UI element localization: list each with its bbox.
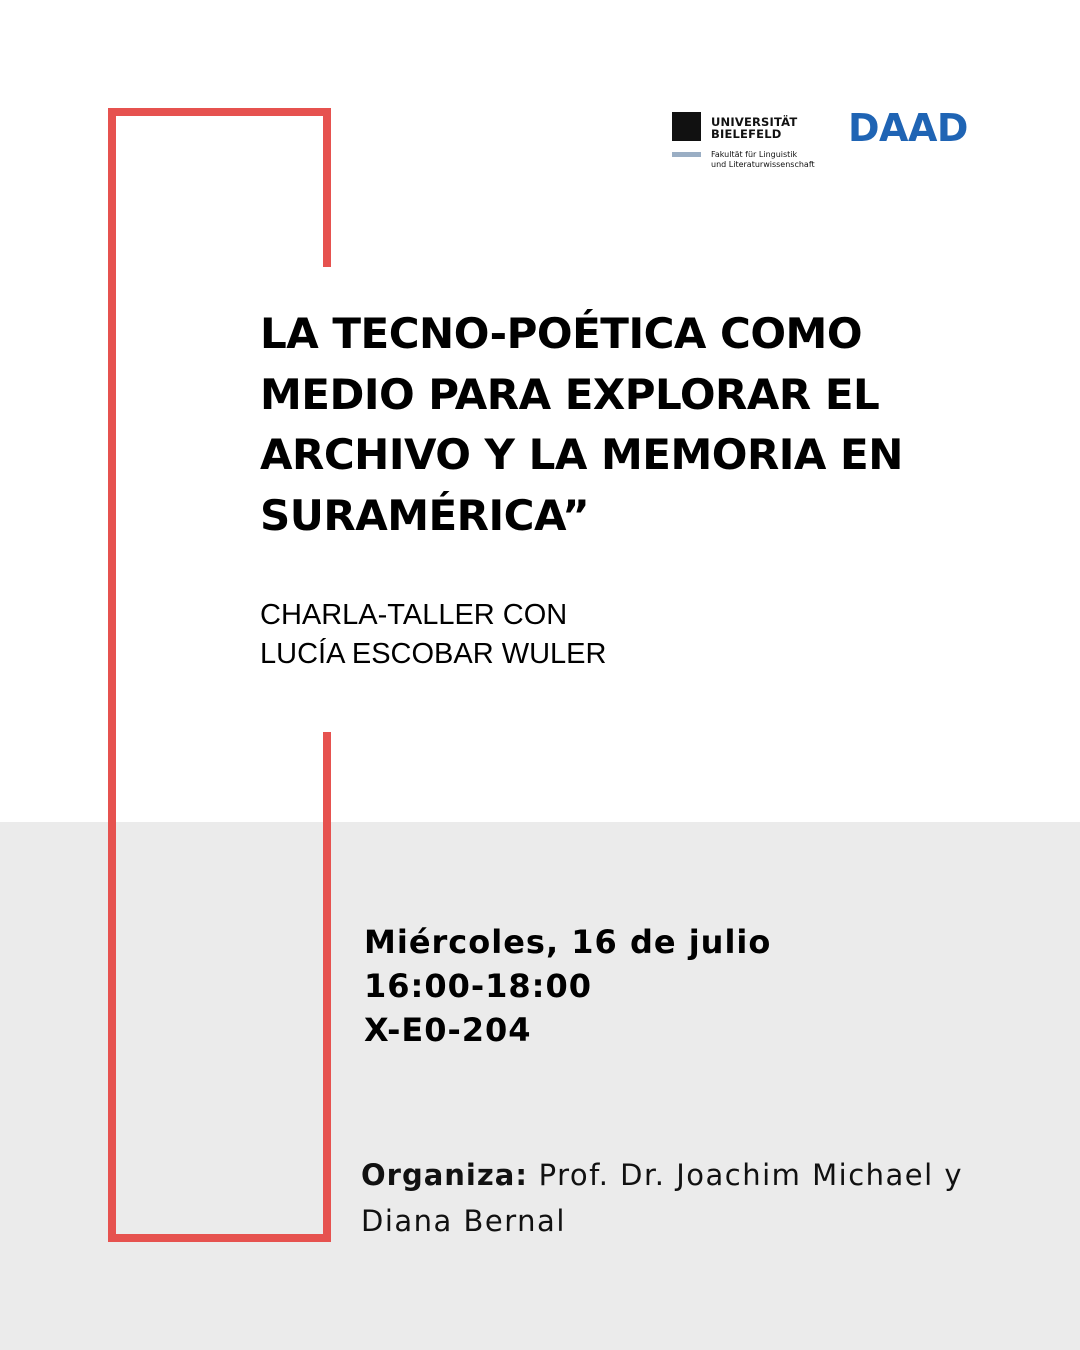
- title-line-2: MEDIO PARA EXPLORAR EL: [260, 369, 880, 419]
- uni-logo-name: [711, 116, 797, 140]
- event-date: Miércoles, 16 de julio: [364, 923, 772, 961]
- uni-faculty-line1: Fakultät für Linguistik: [711, 150, 798, 159]
- bottom-info-band: [0, 822, 1080, 1350]
- organizer-credit: [361, 1152, 1021, 1244]
- uni-name-line2: BIELEFELD: [711, 127, 782, 141]
- universitaet-bielefeld-logo: [672, 112, 832, 172]
- subtitle-line-1: CHARLA-TALLER CON: [260, 599, 568, 631]
- event-room: X-E0-204: [364, 1011, 532, 1049]
- frame-right-upper-bar: [323, 108, 331, 267]
- uni-faculty-line2: und Literaturwissenschaft: [711, 159, 815, 169]
- event-title: [260, 304, 950, 546]
- title-line-1: LA TECNO-POÉTICA COMO: [260, 309, 863, 358]
- event-subtitle: [260, 596, 606, 674]
- frame-top-bar: [108, 108, 331, 116]
- event-time: 16:00-18:00: [364, 967, 592, 1005]
- uni-logo-underline: [672, 152, 701, 157]
- event-details: [364, 920, 771, 1052]
- title-line-3: ARCHIVO Y LA MEMORIA EN: [260, 430, 903, 479]
- organizer-label: Organiza:: [361, 1158, 528, 1192]
- daad-logo: DAAD: [848, 106, 968, 150]
- uni-logo-faculty: [711, 150, 815, 169]
- uni-name-line1: UNIVERSITÄT: [711, 115, 798, 129]
- uni-logo-square-icon: [672, 112, 701, 141]
- organizer-names: Prof. Dr. Joachim Michael y Diana Bernal: [361, 1158, 964, 1238]
- subtitle-line-2: LUCÍA ESCOBAR WULER: [260, 638, 607, 670]
- title-line-4: SURAMÉRICA”: [260, 490, 590, 540]
